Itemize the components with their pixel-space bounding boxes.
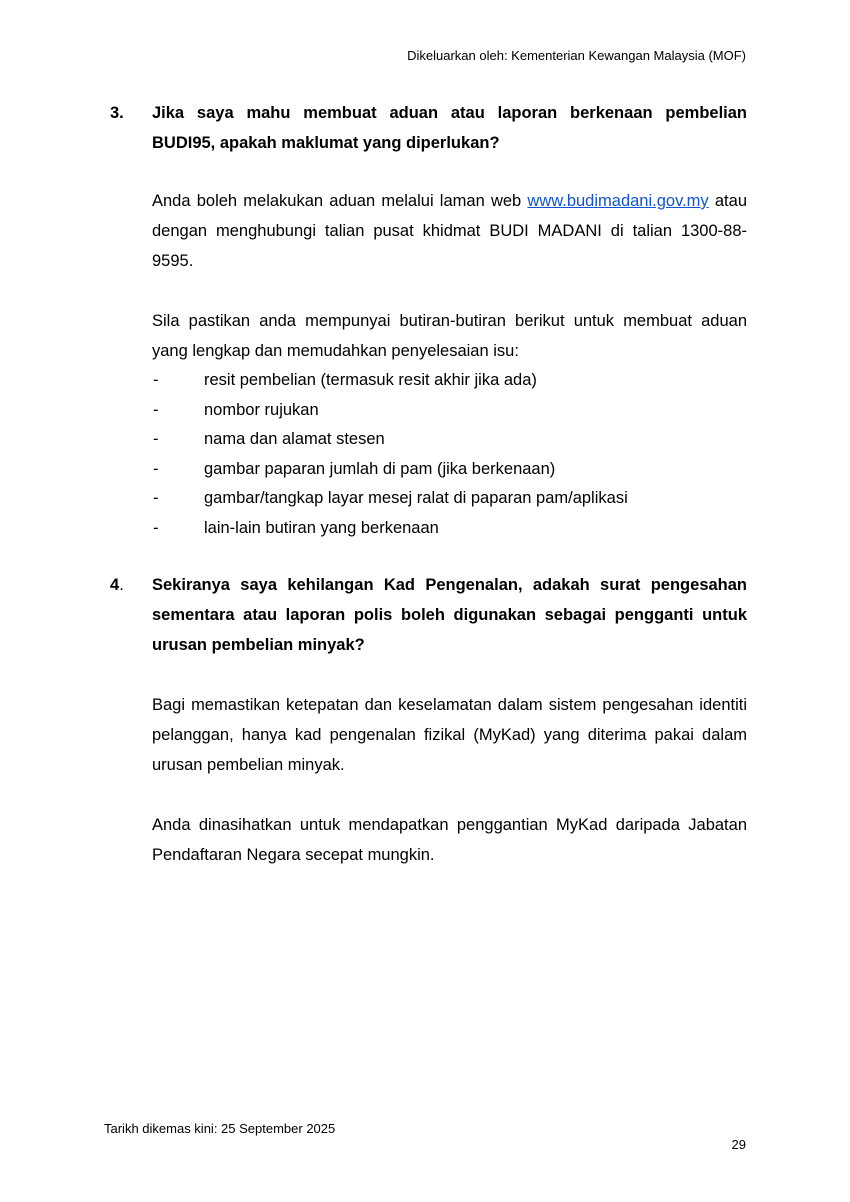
budimadani-website-link[interactable]: www.budimadani.gov.my xyxy=(527,192,709,210)
list-item xyxy=(152,396,747,426)
list-item xyxy=(152,484,747,514)
contact-text-after-link: atau dengan menghubungi talian pusat khidmat BUDI MADANI di talian 1300-88-9595. xyxy=(152,192,747,270)
complaint-details-list xyxy=(152,366,747,544)
list-item xyxy=(152,366,747,396)
bullet-dash: - xyxy=(153,430,159,449)
bullet-dash: - xyxy=(153,400,159,419)
list-item xyxy=(152,425,747,455)
contact-text-before-link: Anda boleh melakukan aduan melalui laman web xyxy=(152,192,528,210)
bullet-dash: - xyxy=(153,518,159,537)
list-item-text: nama dan alamat stesen xyxy=(204,430,385,449)
bullet-dash: - xyxy=(153,371,159,389)
list-item-text: gambar/tangkap layar mesej ralat di paparan pam/aplikasi xyxy=(204,489,628,508)
faq-answer-4-advice: Anda dinasihatkan untuk mendapatkan penggantian MyKad daripada Jabatan Pendaftaran Negara secepat mungkin. xyxy=(152,816,747,864)
faq-number-3: 3. xyxy=(110,104,124,122)
faq-answer-3-list-intro: Sila pastikan anda mempunyai butiran-butiran berikut untuk membuat aduan yang lengkap dan memudahkan penyelesaian isu: xyxy=(152,312,747,360)
faq-answer-4-mykad: Bagi memastikan ketepatan dan keselamatan dalam sistem pengesahan identiti pelanggan, hanya kad pengenalan fizikal (MyKad) yang diterima pakai dalam urusan pembelian minyak. xyxy=(152,696,747,774)
page-number: 29 xyxy=(731,1137,746,1152)
document-issuer-header: Dikeluarkan oleh: Kementerian Kewangan Malaysia (MOF) xyxy=(407,48,746,63)
faq-number-4-digit: 4 xyxy=(110,576,120,594)
faq-question-3: Jika saya mahu membuat aduan atau laporan berkenaan pembelian BUDI95, apakah maklumat yang diperlukan? xyxy=(152,104,747,152)
last-updated-date: Tarikh dikemas kini: 25 September 2025 xyxy=(104,1121,336,1136)
faq-item-3 xyxy=(104,98,747,544)
bullet-dash: - xyxy=(153,459,159,478)
faq-question-4: Sekiranya saya kehilangan Kad Pengenalan, adakah surat pengesahan sementara atau laporan polis boleh digunakan sebagai pengganti untuk urusan pembelian minyak? xyxy=(152,576,747,654)
list-item-text: lain-lain butiran yang berkenaan xyxy=(204,518,439,537)
list-item xyxy=(152,514,747,544)
faq-body-4 xyxy=(152,570,747,870)
list-item-text: nombor rujukan xyxy=(204,400,319,419)
faq-answer-3-contact xyxy=(152,186,747,276)
faq-item-4 xyxy=(104,570,747,870)
bullet-dash: - xyxy=(153,489,159,508)
faq-number-4 xyxy=(110,570,124,600)
faq-number-4-dot: . xyxy=(119,576,124,594)
faq-body-3 xyxy=(152,98,747,544)
list-item-text: gambar paparan jumlah di pam (jika berkenaan) xyxy=(204,459,556,478)
list-item-text: resit pembelian (termasuk resit akhir jika ada) xyxy=(204,371,537,389)
list-item xyxy=(152,455,747,485)
